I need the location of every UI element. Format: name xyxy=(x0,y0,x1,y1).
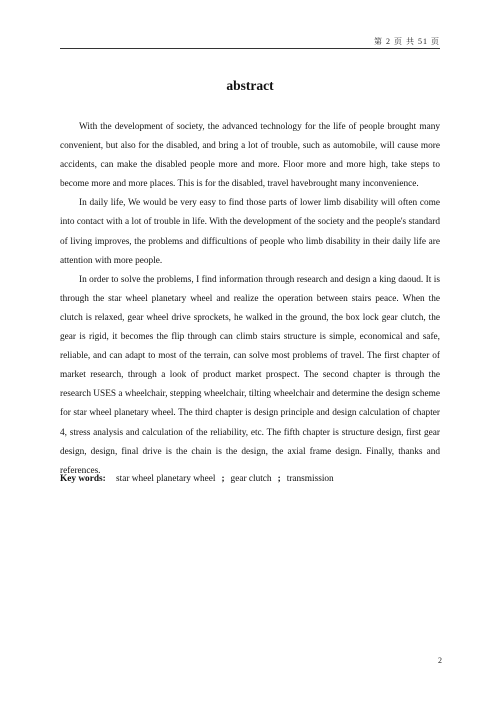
header-rule xyxy=(60,48,440,49)
keyword-separator: ; xyxy=(221,474,225,484)
page-header: 第 2 页 共 51 页 xyxy=(374,37,440,46)
abstract-title: abstract xyxy=(226,78,274,93)
keywords-label: Key words: xyxy=(60,474,106,484)
abstract-body xyxy=(60,118,440,481)
page-number: 2 xyxy=(438,656,442,665)
keyword-item: transmission xyxy=(286,474,334,484)
keyword-separator: ; xyxy=(277,474,281,484)
abstract-paragraph-2: In daily life, We would be very easy to find those parts of lower limb disability will often come into contact with a lot of trouble in life. With the development of the society and the people's standard of living improves, the problems and difficultions of people who limb disability in their daily life are attention with more people. xyxy=(60,198,440,266)
keyword-item: gear clutch xyxy=(230,474,272,484)
abstract-paragraph-1: With the development of society, the advanced technology for the life of people brought many convenient, but also for the disabled, and bring a lot of trouble, such as automobile, will cause more accidents, can make the disabled people more and more. Floor more and more high, take steps to become more and more places. This is for the disabled, travel havebrought many inconvenience. xyxy=(60,122,440,190)
abstract-paragraph-3: In order to solve the problems, I find information through research and design a king daoud. It is through the star wheel planetary wheel and realize the operation between stairs peace. When the clutch is relaxed, gear wheel drive sprockets, he walked in the ground, the box lock gear clutch, the gear is rigid, it becomes the flip through can climb stairs structure is simple, economical and safe, reliable, and can adapt to most of the terrain, can solve most problems of travel. The first chapter of market research, through a look of product market prospect. The second chapter is through the research USES a wheelchair, stepping wheelchair, tilting wheelchair and determine the design scheme for star wheel planetary wheel. The third chapter is design principle and design calculation of chapter 4, stress analysis and calculation of the reliability, etc. The fifth chapter is structure design, first gear design, design, final drive is the chain is the design, the axial frame design. Finally, thanks and references. xyxy=(60,274,440,476)
keywords-line xyxy=(60,471,440,487)
keyword-item: star wheel planetary wheel xyxy=(116,474,216,484)
